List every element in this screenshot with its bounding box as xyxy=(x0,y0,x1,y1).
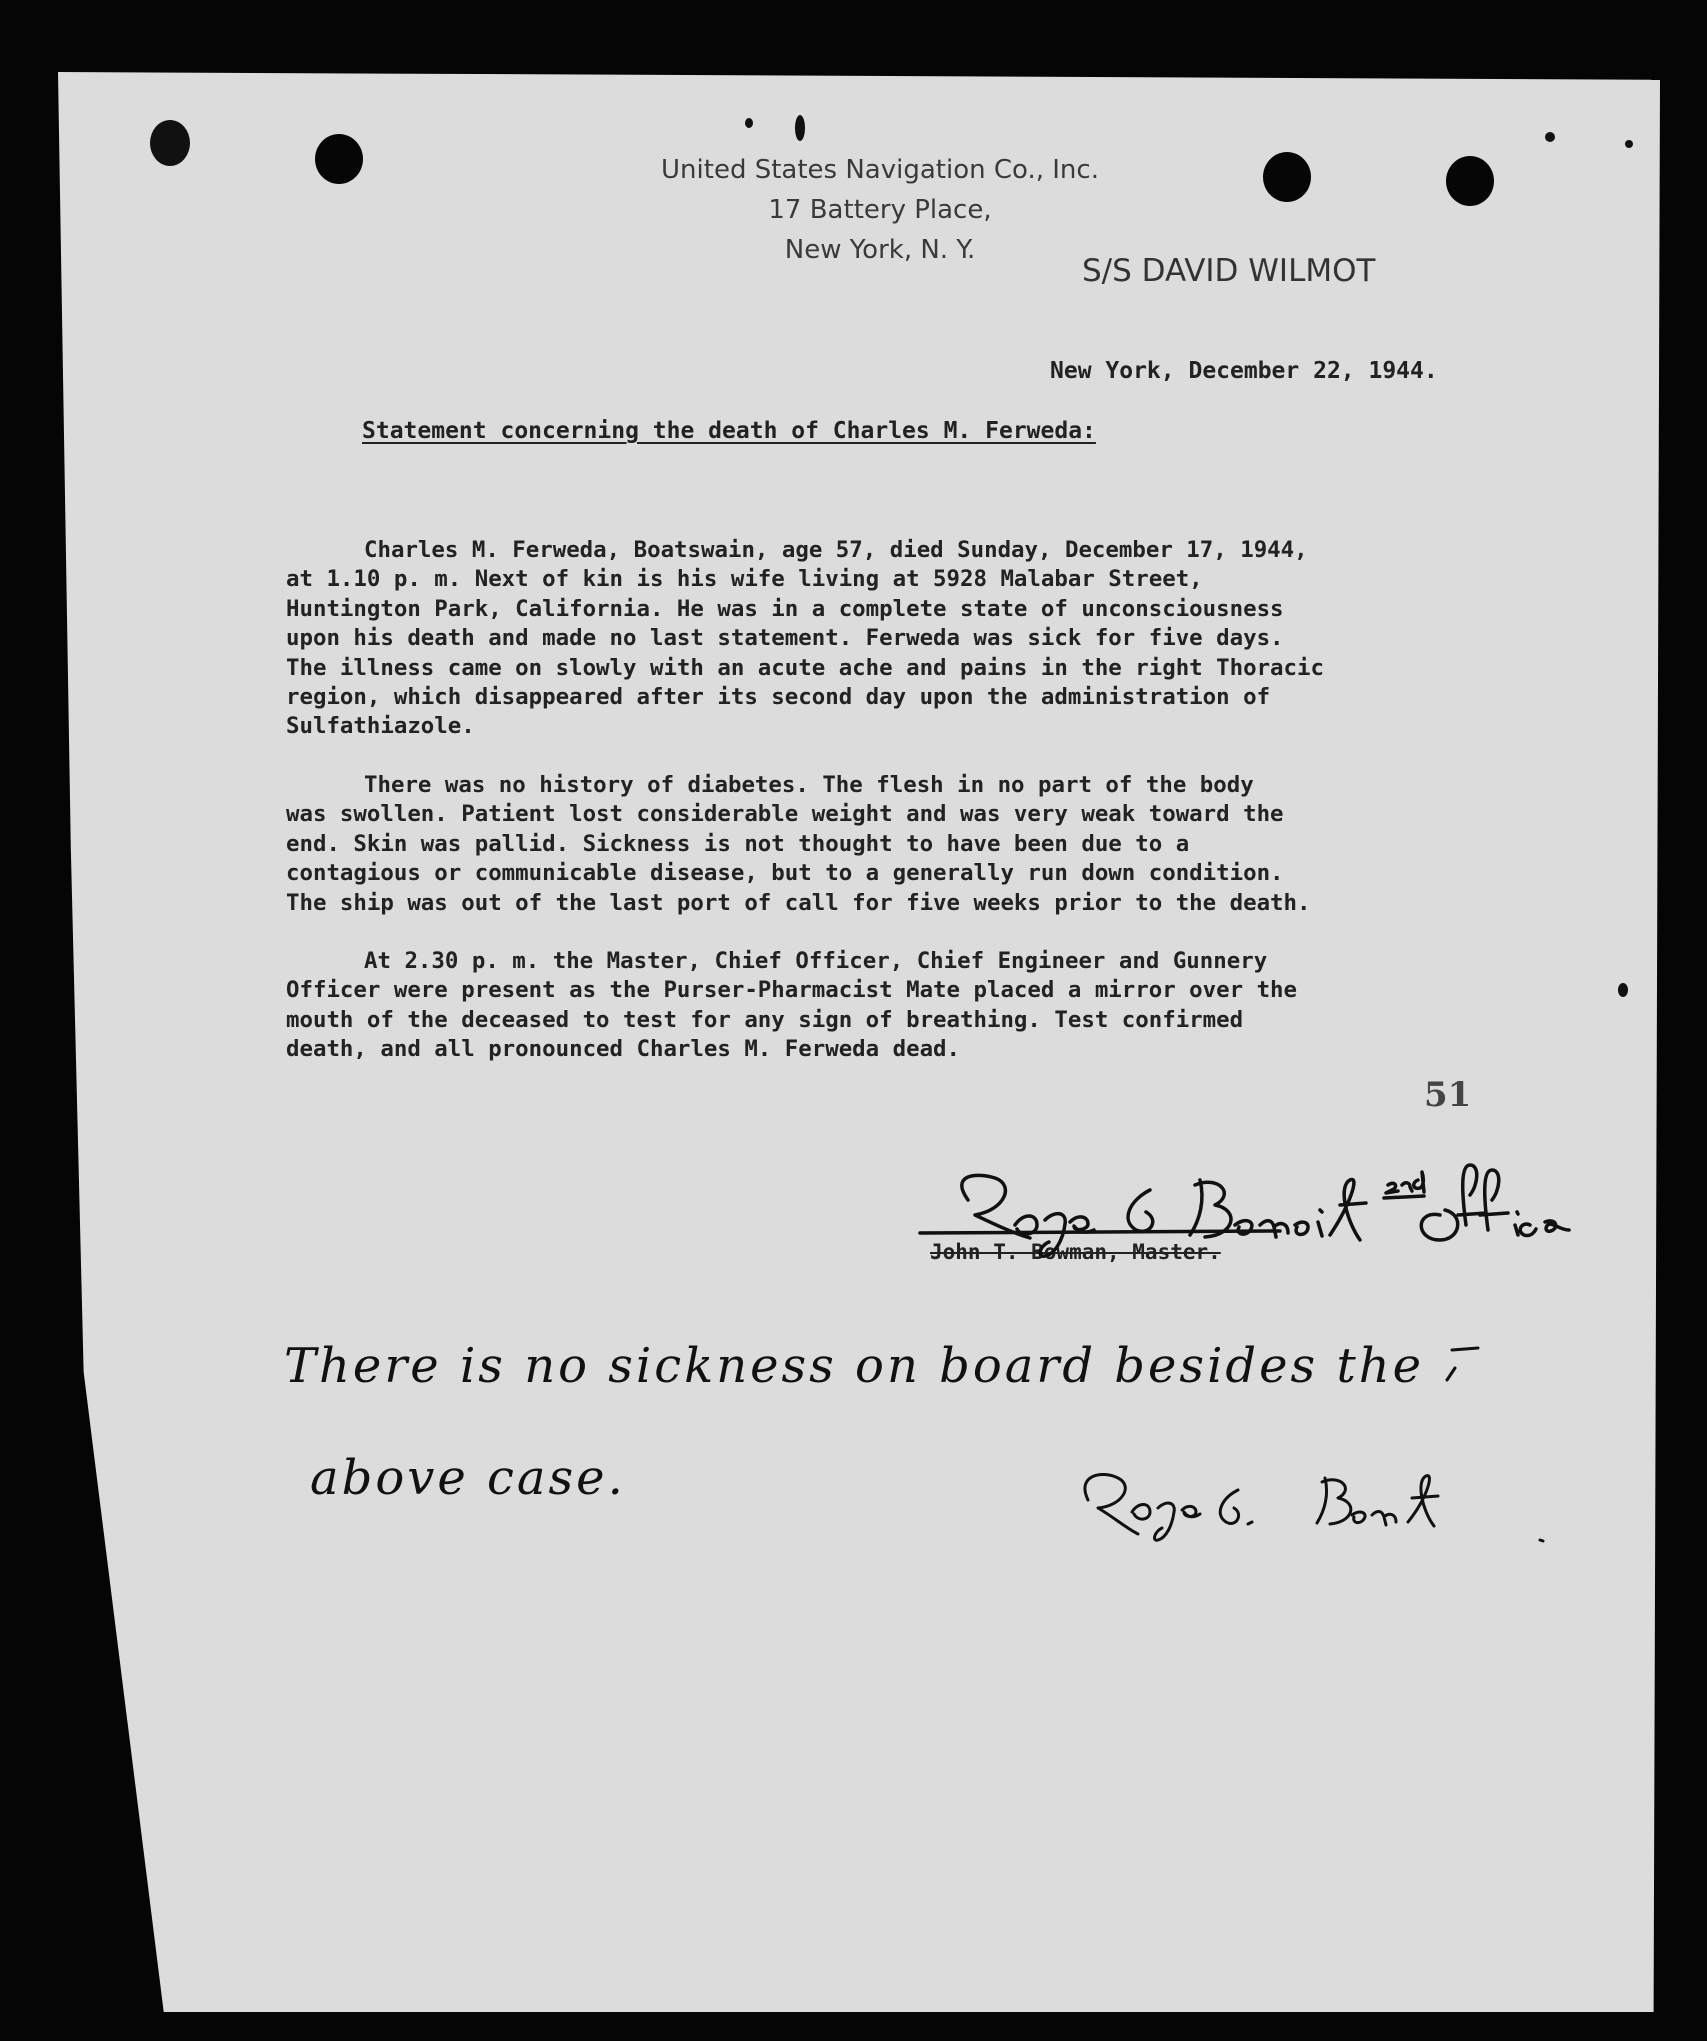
letterhead-city: New York, N. Y. xyxy=(784,235,976,265)
handwritten-note xyxy=(1447,1348,1478,1380)
text-line: At 2.30 p. m. the Master, Chief Officer, Chief Engineer and Gunnery xyxy=(364,948,1268,974)
statement-heading: Statement concerning the death of Charles M. Ferweda: xyxy=(362,418,1096,444)
text-line: mouth of the deceased to test for any sign of breathing. Test confirmed xyxy=(286,1006,1244,1033)
page-number: 51 xyxy=(1424,1075,1472,1115)
text-line: death, and all pronounced Charles M. Ferweda dead. xyxy=(286,1036,961,1063)
text-line: region, which disappeared after its second day upon the administration of xyxy=(286,684,1271,711)
signature-2 xyxy=(1085,1474,1543,1541)
text-line: upon his death and made no last statement. Ferweda was sick for five days. xyxy=(286,625,1284,652)
letterhead-company: United States Navigation Co., Inc. xyxy=(661,155,1099,185)
text-line: There was no history of diabetes. The flesh in no part of the body xyxy=(364,772,1254,798)
text-line: at 1.10 p. m. Next of kin is his wife living at 5928 Malabar Street, xyxy=(286,566,1203,593)
text-line: Sulfathiazole. xyxy=(286,713,475,740)
text-line: end. Skin was pallid. Sickness is not thought to have been due to a xyxy=(286,830,1190,857)
handwritten-note-line-2: above case. xyxy=(310,1450,626,1506)
text-line: The ship was out of the last port of call for five weeks prior to the death. xyxy=(286,889,1311,916)
text-line: Charles M. Ferweda, Boatswain, age 57, died Sunday, December 17, 1944, xyxy=(364,537,1308,563)
text-line: was swollen. Patient lost considerable weight and was very weak toward the xyxy=(286,801,1284,828)
text-line: Officer were present as the Purser-Pharmacist Mate placed a mirror over the xyxy=(286,977,1298,1004)
text-line: The illness came on slowly with an acute ache and pains in the right Thoracic xyxy=(286,654,1324,681)
dateline: New York, December 22, 1944. xyxy=(1050,358,1438,384)
letterhead-street: 17 Battery Place, xyxy=(768,195,992,225)
text-line: Huntington Park, California. He was in a complete state of unconsciousness xyxy=(286,595,1284,622)
handwritten-note-line-1: There is no sickness on board besides the xyxy=(284,1338,1425,1394)
struck-signature-line: John T. Bowman, Master. xyxy=(930,1240,1221,1264)
ship-stamp: S/S DAVID WILMOT xyxy=(1082,253,1376,289)
text-line: contagious or communicable disease, but to a generally run down condition. xyxy=(286,860,1284,887)
signature-1 xyxy=(920,1165,1569,1256)
